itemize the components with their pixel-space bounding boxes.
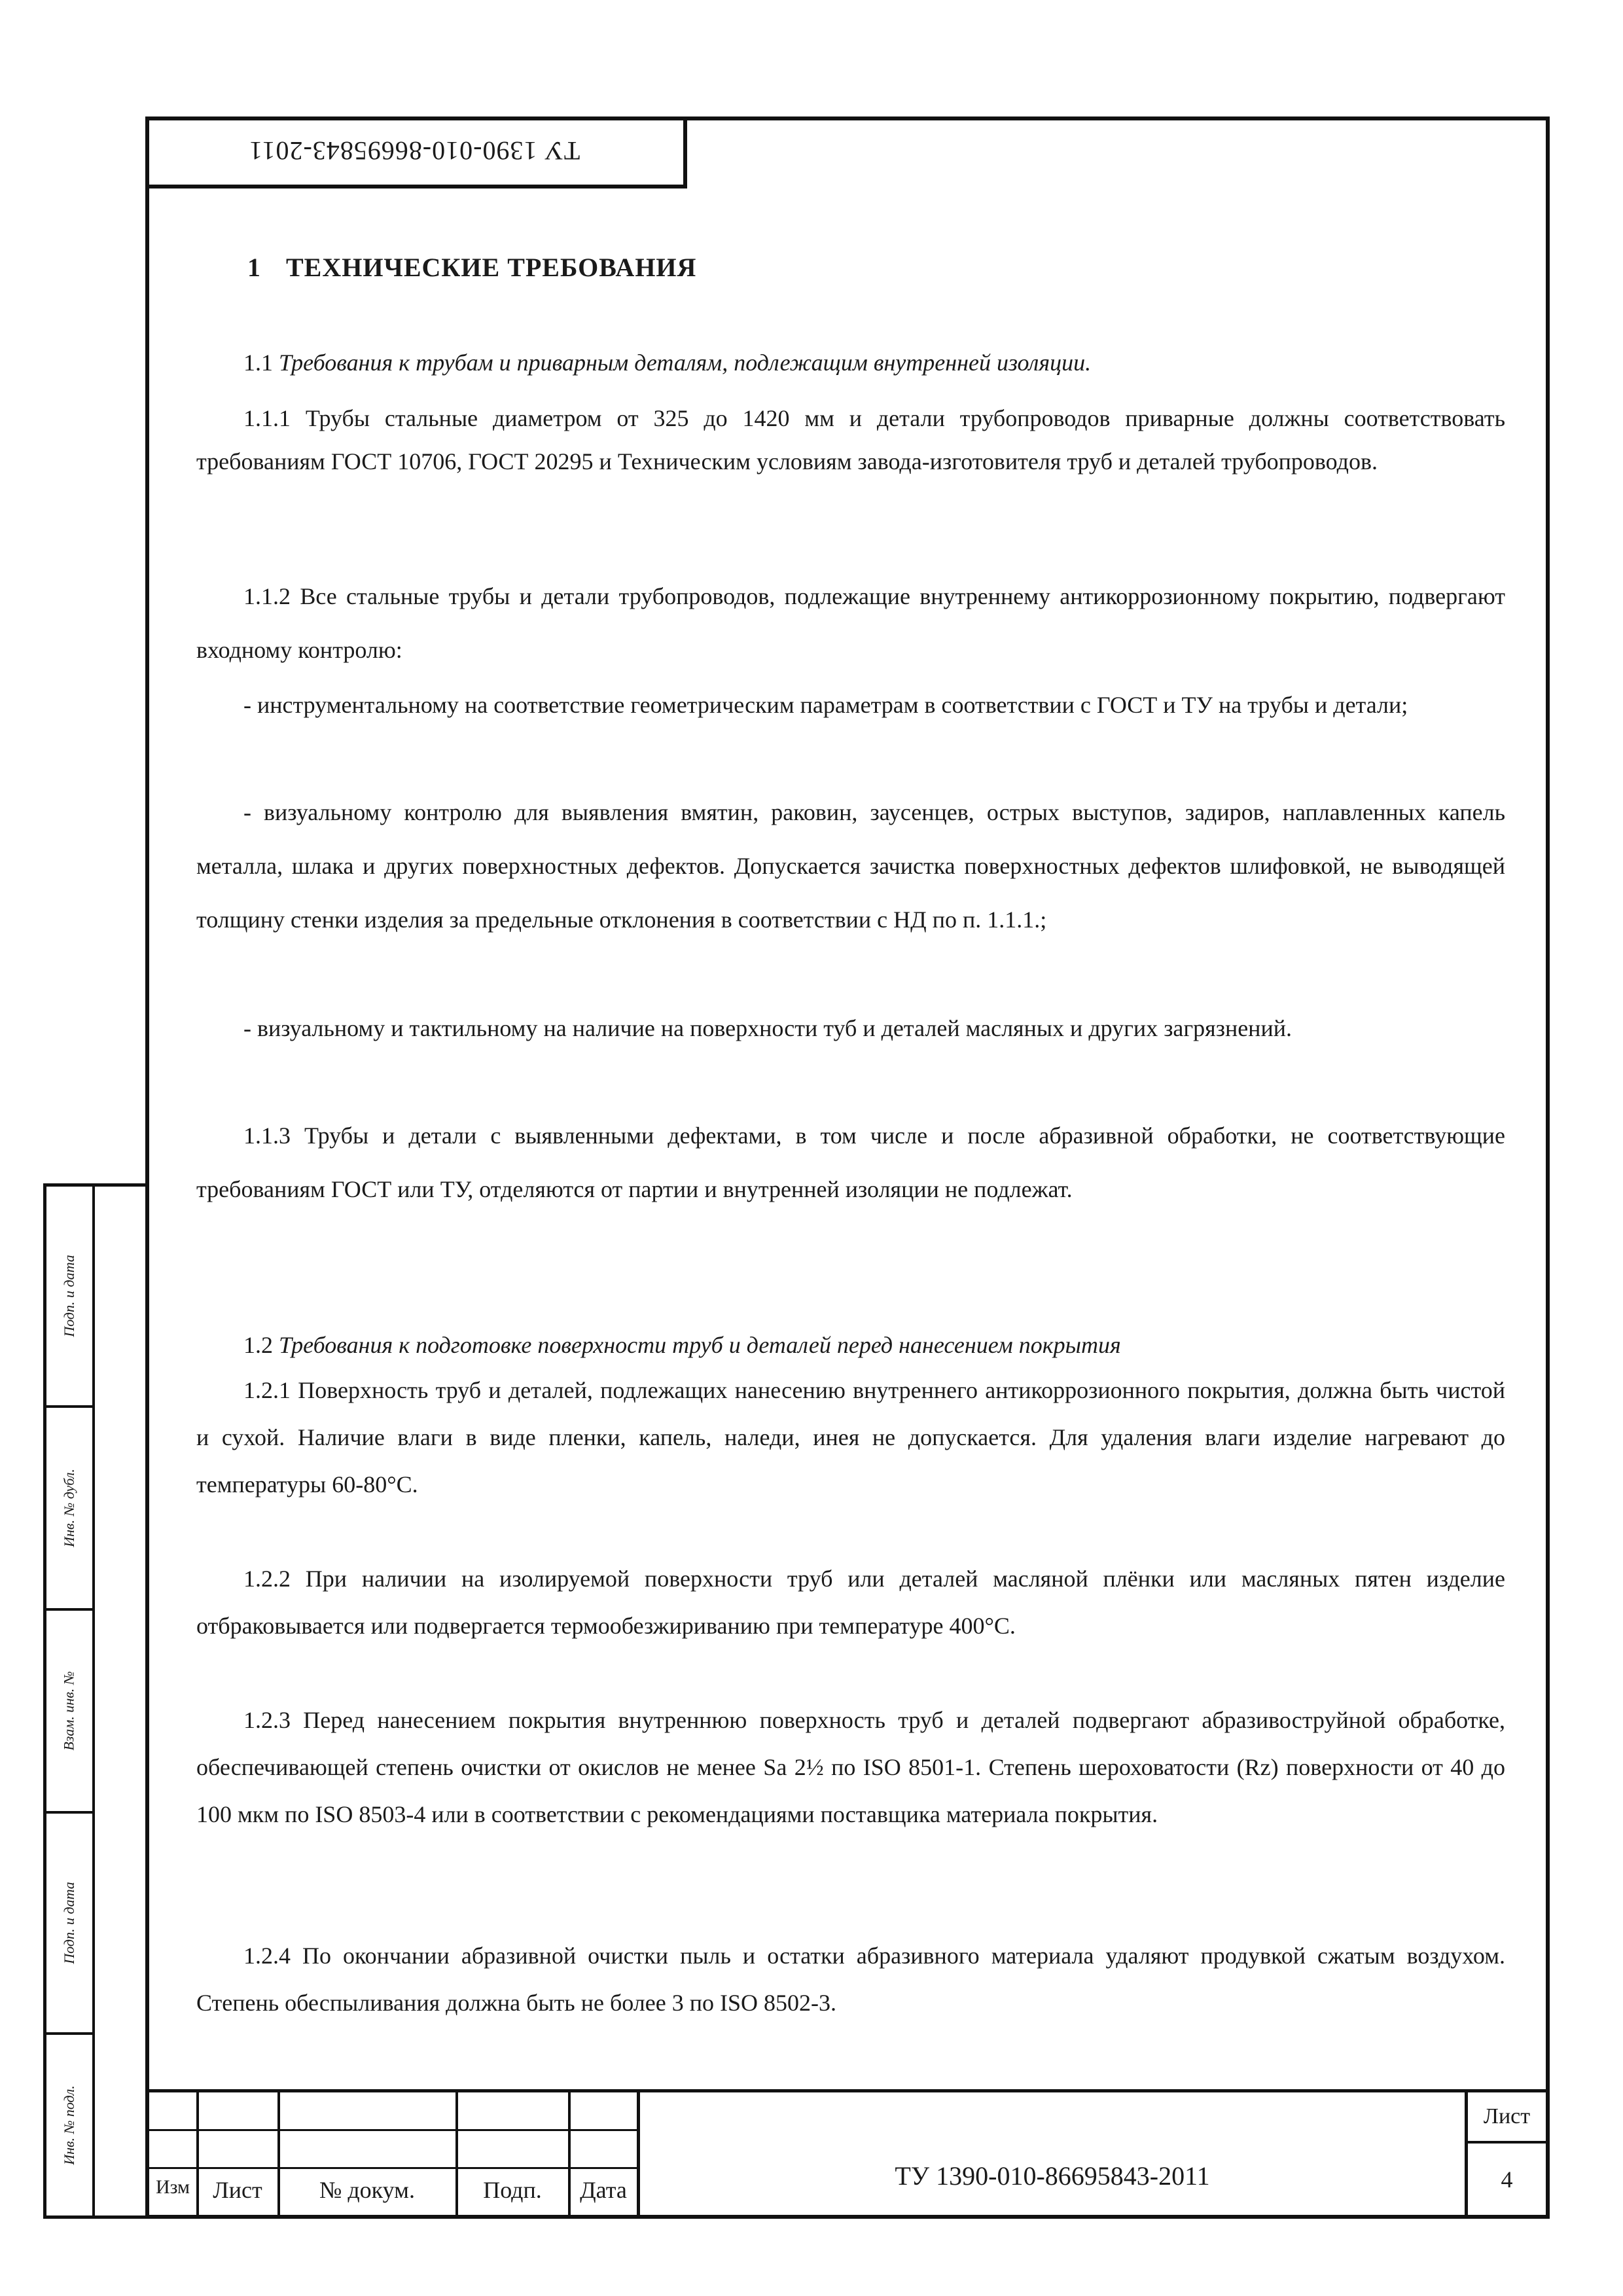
column-label-list: Лист (213, 2177, 262, 2203)
revision-table (149, 2089, 640, 2215)
sheet-number: 4 (1501, 2166, 1513, 2193)
document-code: ТУ 1390-010-86695843-2011 (640, 2089, 1465, 2215)
revision-row-line (149, 2167, 637, 2169)
side-stamp-cell: Взам. инв. № (46, 1611, 92, 1814)
revision-row-line (149, 2129, 637, 2131)
top-stamp-code: ТУ 1390-010-86695843-2011 (248, 135, 580, 166)
side-stamp-cell: Инв. № дубл. (46, 1408, 92, 1611)
column-label-doc: № докум. (319, 2177, 415, 2203)
side-stamp (43, 1183, 149, 2219)
column-label-sign: Подп. (483, 2177, 542, 2203)
paragraph: - визуальному контролю для выявления вмятин, раковин, заусенцев, острых выступов, задиров, наплавленных капель металла, шлака и других поверхностных дефектов. Допускается зачистка поверхностных дефектов шлифовкой, не выводящей толщину стенки изделия за предельные отклонения в соответствии с НД по п. 1.1.1.; (196, 799, 1505, 933)
side-stamp-cell: Подп. и дата (46, 1814, 92, 2035)
paragraph: 1.1.2 Все стальные трубы и детали трубопроводов, подлежащие внутреннему антикоррозионному покрытию, подвергают входному контролю: (196, 583, 1505, 663)
side-stamp-cell: Инв. № подл. (61, 2085, 77, 2165)
side-stamp-divider (92, 1187, 95, 2215)
top-stamp (145, 117, 687, 188)
column-label-date: Дата (580, 2177, 627, 2203)
paragraph: 1.2.2 При наличии на изолируемой поверхности труб или деталей масляной плёнки или масляных пятен изделие отбраковывается или подвергается термообезжириванию при температуре 400°С. (196, 1566, 1505, 1639)
section-title: ТЕХНИЧЕСКИЕ ТРЕБОВАНИЯ (286, 253, 697, 282)
section-heading (247, 252, 696, 283)
side-stamp-cell: Подп. и дата (46, 1187, 92, 1408)
column-label-izm: Изм (155, 2176, 190, 2198)
title-block (149, 2089, 1546, 2215)
paragraph: 1.2.4 По окончании абразивной очистки пыль и остатки абразивного материала удаляют продувкой сжатым воздухом. Степень обеспыливания должна быть не более 3 по ISO 8502-3. (196, 1943, 1505, 2016)
paragraph: - инструментальному на соответствие геометрическим параметрам в соответствии с ГОСТ и ТУ на трубы и детали; (243, 692, 1408, 718)
paragraph: 1.1.1 Трубы стальные диаметром от 325 до 1420 мм и детали трубопроводов приварные должны соответствовать требованиям ГОСТ 10706, ГОСТ 20295 и Техническим условиям завода-изготовителя труб и деталей трубопроводов. (196, 405, 1505, 475)
sheet-label: Лист (1468, 2092, 1546, 2144)
subsection-title: 1.1 Требования к трубам и приварным деталям, подлежащим внутренней изоляции. (243, 350, 1092, 376)
paragraph: - визуальному и тактильному на наличие на поверхности туб и деталей масляных и других загрязнений. (243, 1015, 1292, 1041)
paragraph: 1.2.1 Поверхность труб и деталей, подлежащих нанесению внутреннего антикоррозионного покрытия, должна быть чистой и сухой. Наличие влаги в виде пленки, капель, наледи, инея не допускается. Для удаления влаги изделие нагревают до температуры 60-80°С. (196, 1377, 1505, 1498)
paragraph: 1.1.3 Трубы и детали с выявленными дефектами, в том числе и после абразивной обработки, не соответствующие требованиям ГОСТ или ТУ, отделяются от партии и внутренней изоляции не подлежат. (196, 1122, 1505, 1202)
paragraph: 1.2.3 Перед нанесением покрытия внутреннюю поверхность труб и деталей подвергают абразивоструйной обработке, обеспечивающей степень очистки от окислов не менее Sa 2½ по ISO 8501-1. Степень шероховатости (Rz) поверхности от 40 до 100 мкм по ISO 8503-4 или в соответствии с рекомендациями поставщика материала покрытия. (196, 1707, 1505, 1827)
sheet-box (1465, 2089, 1546, 2215)
section-number: 1 (247, 253, 261, 282)
subsection-title: 1.2 Требования к подготовке поверхности труб и деталей перед нанесением покрытия (243, 1332, 1121, 1358)
